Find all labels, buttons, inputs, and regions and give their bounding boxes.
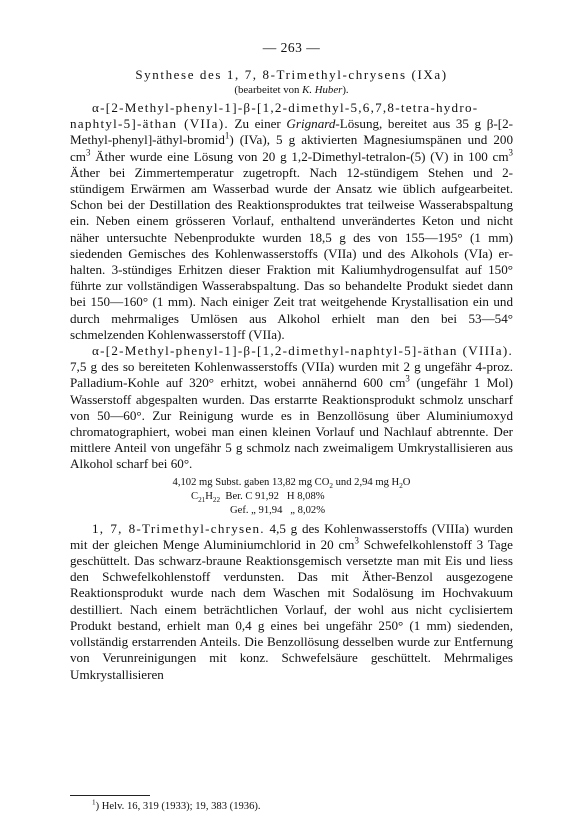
- paragraph-text: Schwefelkohlenstoff 3 Tage geschüttelt. Das schwarz-braune Reaktionsgemisch versetzte man mit Eis und liess den Schwefelkohlenstoff verdunsten. Das mit Äther-Benzol ausgezogene Reaktionsprodukt wurde nach dem Waschen mit Sodalösung im Hochvakuum destilliert. Nach einem beträchtlichen Vorlauf, der wohl aus nicht cyclisiertem Produkt bestand, erhielt man 0,4 g eines bei ungefähr 250° (1 mm) siedenden, vollständig erstarrenden Anteils. Die Benzollösung desselben wurde zur Entfernung von Verunreinigungen mit konz. Schwefelsäure geschüttelt. Mehrmaliges Umkrystallisieren: [70, 536, 513, 682]
- attribution-suffix: ).: [342, 84, 349, 96]
- subscript: 2: [329, 481, 333, 490]
- subscript: 21: [198, 495, 206, 504]
- paragraph-text: ) (IVa), 5 g aktivierten Magnesiumspänen und 200 cm: [70, 132, 513, 164]
- footnote-divider: [70, 795, 150, 796]
- paragraph-tetrahydro-compound: [70, 100, 513, 343]
- page-body: [70, 40, 513, 683]
- paragraph-naphtyl-compound: [70, 343, 513, 473]
- attribution: [70, 84, 513, 96]
- attribution-author: K. Huber: [302, 84, 343, 96]
- calculated-values: Ber. C 91,92 H 8,08%: [225, 490, 325, 502]
- paragraph-text: Äther wurde eine Lösung von 20 g 1,2-Dimethyl-tetralon-(5) (V) in 100 cm: [90, 148, 509, 164]
- superscript: 3: [405, 374, 410, 385]
- compound-heading-viiia: α-[2-Methyl-phenyl-1]-β-[1,2-dimethyl-naphtyl-5]-äthan (VIIIa).: [92, 343, 513, 359]
- elemental-analysis: [70, 476, 513, 518]
- footnote: [92, 798, 261, 812]
- paragraph-text: -Lösung, bereitet aus 35 g β-[2-Methyl-phenyl]-äthyl-bromid: [70, 116, 513, 148]
- superscript: 3: [86, 147, 91, 158]
- compound-heading-viia: α-[2-Methyl-phenyl-1]-β-[1,2-dimethyl-5,6,7,8-tetra-hydro-naphtyl-5]-äthan (VIIa).: [70, 100, 479, 132]
- subscript: 2: [399, 481, 403, 490]
- grignard-name: Grignard: [286, 116, 336, 132]
- paragraph-text: (ungefähr 1 Mol) Wasserstoff abgespalten wurden. Das erstarrte Reaktionsprodukt schmolz unscharf von 50—60°. Zur Reinigung wurde es in Benzollösung über Aluminiumoxyd chromatographiert, wobei man einen kleinen Vorlauf und Nachlauf abtrennte. Der mittlere Anteil von ungefähr 5 g schmolz nach zweimaligem Umkrystallisieren aus Alkohol scharf bei 60°.: [70, 375, 513, 472]
- page-number: — 263 —: [262, 40, 321, 55]
- analysis-text: 4,102 mg Subst. gaben 13,82 mg CO: [172, 476, 330, 488]
- analysis-found: [70, 504, 513, 518]
- formula-text: C: [191, 490, 199, 502]
- paragraph-text: 7,5 g des so bereiteten Kohlenwasserstoffs (VIIa) wurden mit 2 g ungefähr 4-proz. Palladium-Kohle auf 320° erhitzt, wobei annähernd 600 cm: [70, 359, 513, 391]
- superscript: 3: [508, 147, 513, 158]
- analysis-text: und 2,94 mg H: [332, 476, 400, 488]
- footnote-mark: 1: [92, 798, 96, 807]
- paragraph-text: 4,5 g des Kohlenwasserstoffs (VIIIa) wurden mit der gleichen Menge Aluminiumchlorid in 20 cm: [70, 520, 513, 552]
- subscript: 22: [212, 495, 221, 504]
- found-values: Gef. „ 91,94 „ 8,02%: [230, 504, 326, 516]
- superscript: 3: [354, 535, 359, 546]
- section-title: Synthese des 1, 7, 8-Trimethyl-chrysens (IXa): [135, 67, 448, 82]
- attribution-prefix: (bearbeitet von: [234, 84, 303, 96]
- paragraph-chrysen: [70, 521, 513, 683]
- formula-text: H: [205, 490, 213, 502]
- analysis-measurement: [70, 476, 513, 490]
- analysis-calculated: [70, 490, 513, 504]
- footnote-text: ) Helv. 16, 319 (1933); 19, 383 (1936).: [95, 801, 261, 812]
- compound-heading-chrysen: 1, 7, 8-Trimethyl-chrysen.: [92, 520, 265, 536]
- analysis-text: O: [402, 476, 411, 488]
- paragraph-text: Äther bei Zimmertemperatur zugetropft. Nach 12-stündigem Stehen und 2-stündigem Erwärmen am Wasserbad wurde der Ansatz wie üblich aufgearbeitet. Schon bei der Destillation des Reaktionsproduktes trat teilweise Wasserabspaltung ein. Neben einem grösseren Vorlauf, enthaltend unverändertes Keton und nicht näher untersuchte Nebenprodukte wurden 18,5 g des von 155—195° (1 mm) siedenden Gemisches des Kohlenwasserstoffs (VIIa) und des Alkohols (VIa) erhalten. 3-stündiges Erhitzen dieser Fraktion mit Kaliumhydrogensulfat auf 150° führte zur vollständigen Wasserabspaltung. Das so behandelte Produkt siedet dann bei 150—160° (1 mm). Nach einiger Zeit trat weitgehende Krystallisation ein und durch mehrmaliges Umlösen aus Alkohol erhielt man den bei 53—54° schmelzenden Kohlenwasserstoff (VIIa).: [70, 164, 513, 342]
- paragraph-text: Zu einer: [228, 116, 287, 132]
- footnote-ref: 1: [224, 131, 230, 142]
